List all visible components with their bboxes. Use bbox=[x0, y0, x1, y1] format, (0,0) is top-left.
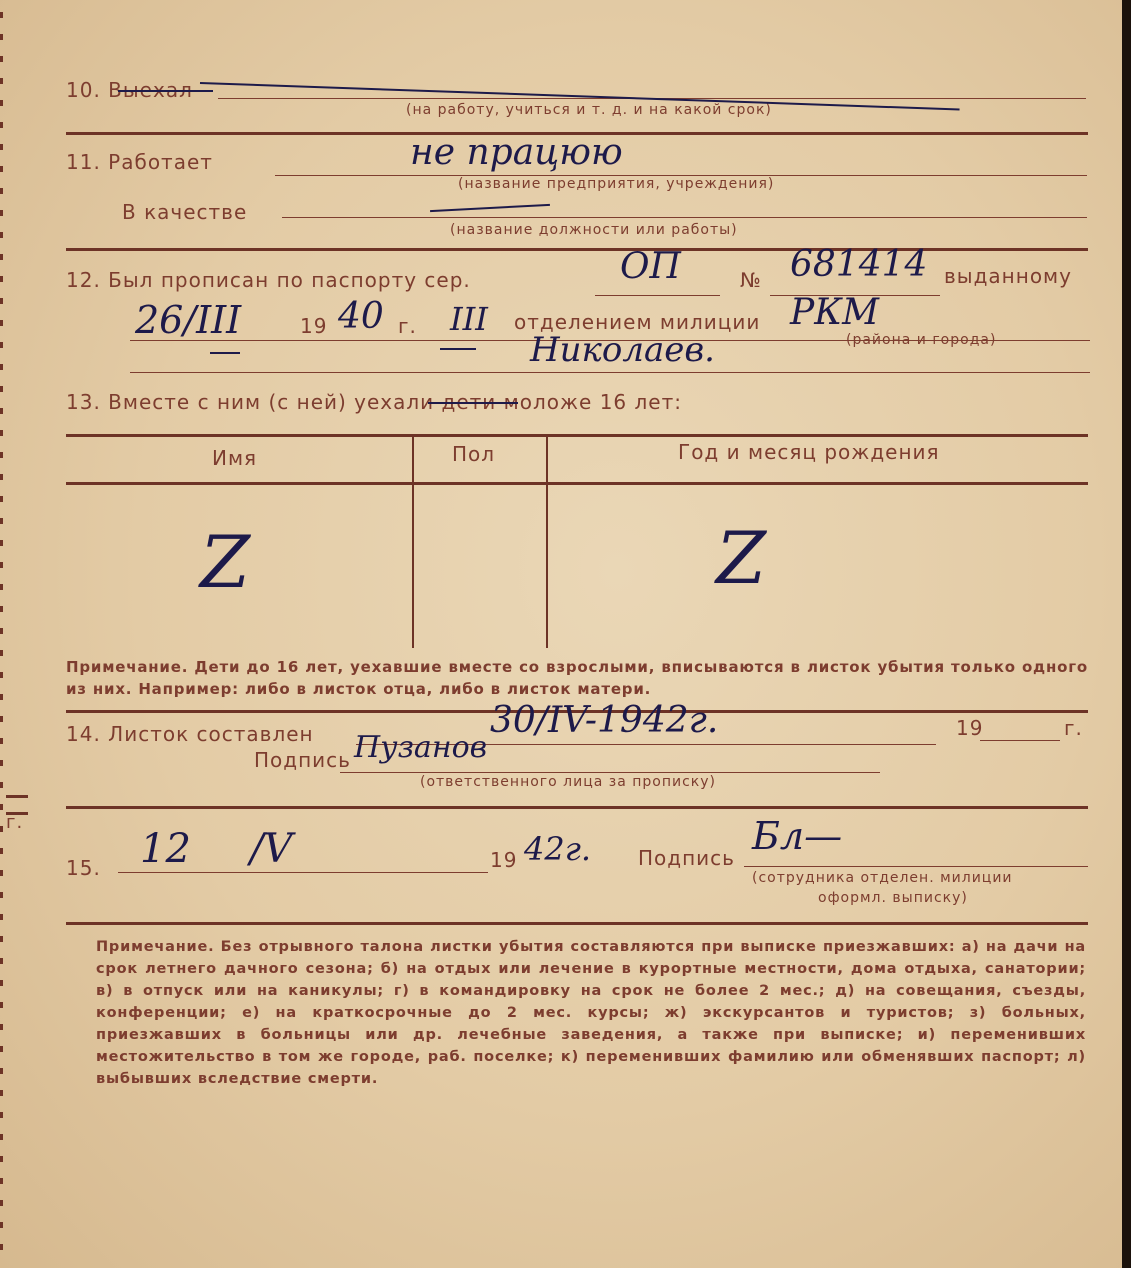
margin-dash bbox=[6, 812, 28, 815]
passport-number: 681414 bbox=[790, 244, 928, 285]
dash-mark bbox=[440, 348, 476, 350]
name-dash: Z bbox=[200, 520, 251, 604]
margin-mark: г. bbox=[6, 812, 24, 833]
role-label: В качестве bbox=[122, 200, 248, 224]
note-2-lead: Примечание. bbox=[96, 939, 215, 955]
perforation-mark bbox=[0, 1024, 3, 1030]
composed-date: 30/IV-1942г. bbox=[490, 700, 719, 741]
perforation-mark bbox=[0, 1090, 3, 1096]
issue-year-prefix: 19 bbox=[300, 314, 328, 338]
birth-dash: Z bbox=[716, 516, 767, 600]
perforation-mark bbox=[0, 958, 3, 964]
perforation-mark bbox=[0, 936, 3, 942]
perforation-mark bbox=[0, 1244, 3, 1250]
dept-label: отделением милиции bbox=[514, 310, 761, 334]
table-header-line bbox=[66, 482, 1088, 485]
perforation-mark bbox=[0, 210, 3, 216]
dept-value: РКМ bbox=[790, 292, 879, 333]
separator bbox=[66, 806, 1088, 809]
passport-series: ОП bbox=[620, 246, 681, 287]
strike-mark bbox=[428, 402, 518, 404]
sign-label-15: Подпись bbox=[638, 846, 735, 870]
dept-number: III bbox=[450, 300, 488, 338]
perforation-mark bbox=[0, 320, 3, 326]
exit-month: /V bbox=[250, 826, 293, 872]
role-hint: (название должности или работы) bbox=[450, 222, 738, 238]
perforation-mark bbox=[0, 1156, 3, 1162]
field-10-label: 10. Выехал bbox=[66, 78, 193, 102]
strike-mark bbox=[118, 90, 213, 92]
underline-mark bbox=[210, 352, 240, 354]
composed-year-prefix: 19 bbox=[956, 716, 984, 740]
role-line bbox=[282, 217, 1087, 218]
perforation-mark bbox=[0, 1112, 3, 1118]
composed-g: г. bbox=[1064, 716, 1083, 740]
table-divider bbox=[412, 436, 414, 648]
note-1 bbox=[66, 656, 1088, 700]
perforation-mark bbox=[0, 980, 3, 986]
perforation-mark bbox=[0, 650, 3, 656]
perforation-mark bbox=[0, 364, 3, 370]
perforation-mark bbox=[0, 166, 3, 172]
perforation-mark bbox=[0, 1134, 3, 1140]
perforation-mark bbox=[0, 628, 3, 634]
perforation-mark bbox=[0, 892, 3, 898]
perforation-mark bbox=[0, 100, 3, 106]
perforation-mark bbox=[0, 518, 3, 524]
number-label: № bbox=[740, 268, 762, 292]
perforation-mark bbox=[0, 254, 3, 260]
column-sex: Пол bbox=[452, 442, 496, 466]
sign-hint-15a: (сотрудника отделен. милиции bbox=[752, 870, 1013, 886]
field-11-label: 11. Работает bbox=[66, 150, 213, 174]
perforation-mark bbox=[0, 34, 3, 40]
issue-day-month: 26/III bbox=[135, 298, 242, 342]
perforation-mark bbox=[0, 760, 3, 766]
perforation-mark bbox=[0, 1200, 3, 1206]
field-11-hint: (название предприятия, учреждения) bbox=[458, 176, 775, 192]
separator bbox=[66, 248, 1088, 251]
signature-14: Пузанов bbox=[354, 730, 488, 765]
date-line-15 bbox=[118, 872, 488, 873]
perforation-mark bbox=[0, 430, 3, 436]
field-14-label: 14. Листок составлен bbox=[66, 722, 314, 746]
city-value: Николаев. bbox=[530, 330, 715, 370]
perforation-mark bbox=[0, 1068, 3, 1074]
perforation-mark bbox=[0, 474, 3, 480]
perforation-mark bbox=[0, 584, 3, 590]
perforation-mark bbox=[0, 694, 3, 700]
column-birth: Год и месяц рождения bbox=[678, 440, 940, 464]
perforation-mark bbox=[0, 496, 3, 502]
exit-day: 12 bbox=[140, 826, 191, 872]
field-15-label: 15. bbox=[66, 856, 101, 880]
field-13-label: 13. Вместе с ним (с ней) уехали дети моложе 16 лет: bbox=[66, 390, 682, 414]
field-12-label: 12. Был прописан по паспорту сер. bbox=[66, 268, 471, 292]
role-dash bbox=[430, 204, 550, 212]
separator bbox=[66, 922, 1088, 925]
perforation-mark bbox=[0, 804, 3, 810]
perforation-mark bbox=[0, 298, 3, 304]
sign-hint-15b: оформл. выписку) bbox=[818, 890, 968, 906]
series-line bbox=[595, 295, 720, 296]
issued-label: выданному bbox=[944, 264, 1072, 288]
perforation-mark bbox=[0, 1002, 3, 1008]
note-2-text: Без отрывного талона листки убытия составляются при выписке приезжавших: а) на дачи на срок летнего дачного сезона; б) на отдых или лечение в курортные местности, дома отдыха, санатории; в) в отпуск или на каникулы; г) в командировку на срок не более 2 мес.; д) на совещания, съезды, конференции; е) на краткосрочные до 2 мес. курсы; ж) экскурсантов и туристов; з) больных, приезжавших в больницы или др. лечебные заведения, а также при выписке; и) переменивших местожительство в том же городе, раб. поселке; к) переменивших фамилию или обменявших паспорт; л) выбывших вследствие смерти. bbox=[96, 939, 1086, 1087]
perforation-mark bbox=[0, 188, 3, 194]
perforation-mark bbox=[0, 672, 3, 678]
perforation-mark bbox=[0, 738, 3, 744]
margin-dash bbox=[6, 795, 28, 798]
perforation-mark bbox=[0, 342, 3, 348]
perforation-mark bbox=[0, 386, 3, 392]
perforation-mark bbox=[0, 606, 3, 612]
column-name: Имя bbox=[212, 446, 258, 470]
perforation-mark bbox=[0, 562, 3, 568]
table-top bbox=[66, 434, 1088, 437]
field-11-value: не працюю bbox=[410, 132, 623, 173]
note-2 bbox=[96, 936, 1086, 1090]
perforation-mark bbox=[0, 452, 3, 458]
perforation-mark bbox=[0, 408, 3, 414]
perforation-mark bbox=[0, 1178, 3, 1184]
sign-hint-14: (ответственного лица за прописку) bbox=[420, 774, 716, 790]
year-line bbox=[980, 740, 1060, 741]
note-1-text: Дети до 16 лет, уехавшие вместе со взрослыми, вписываются в листок убытия только одного из них. Например: либо в листок отца, либо в листок матери. bbox=[66, 658, 1088, 698]
perforation-mark bbox=[0, 848, 3, 854]
perforation-mark bbox=[0, 144, 3, 150]
perforation-mark bbox=[0, 78, 3, 84]
signature-15: Бл— bbox=[752, 814, 843, 858]
perforation-mark bbox=[0, 716, 3, 722]
sign-label-14: Подпись bbox=[254, 748, 351, 772]
perforation-mark bbox=[0, 1222, 3, 1228]
perforation-mark bbox=[0, 826, 3, 832]
year-g: г. bbox=[398, 314, 417, 338]
perforation-mark bbox=[0, 914, 3, 920]
city-hint: (района и города) bbox=[846, 332, 997, 348]
field-10-hint: (на работу, учиться и т. д. и на какой срок) bbox=[406, 102, 772, 118]
table-divider bbox=[546, 436, 548, 648]
perforation-mark bbox=[0, 540, 3, 546]
sign-line-14 bbox=[340, 772, 880, 773]
note-1-lead: Примечание. bbox=[66, 658, 189, 676]
issue-year-suffix: 40 bbox=[338, 296, 384, 337]
perforation-mark bbox=[0, 870, 3, 876]
sign-line-15 bbox=[744, 866, 1088, 867]
perforation-mark bbox=[0, 276, 3, 282]
perforation-mark bbox=[0, 1046, 3, 1052]
exit-year-prefix: 19 bbox=[490, 848, 518, 872]
exit-year-suffix: 42г. bbox=[524, 830, 592, 868]
perforation-mark bbox=[0, 56, 3, 62]
perforation-mark bbox=[0, 12, 3, 18]
city-line bbox=[130, 372, 1090, 373]
perforation-mark bbox=[0, 782, 3, 788]
perforation-mark bbox=[0, 232, 3, 238]
perforation-mark bbox=[0, 122, 3, 128]
